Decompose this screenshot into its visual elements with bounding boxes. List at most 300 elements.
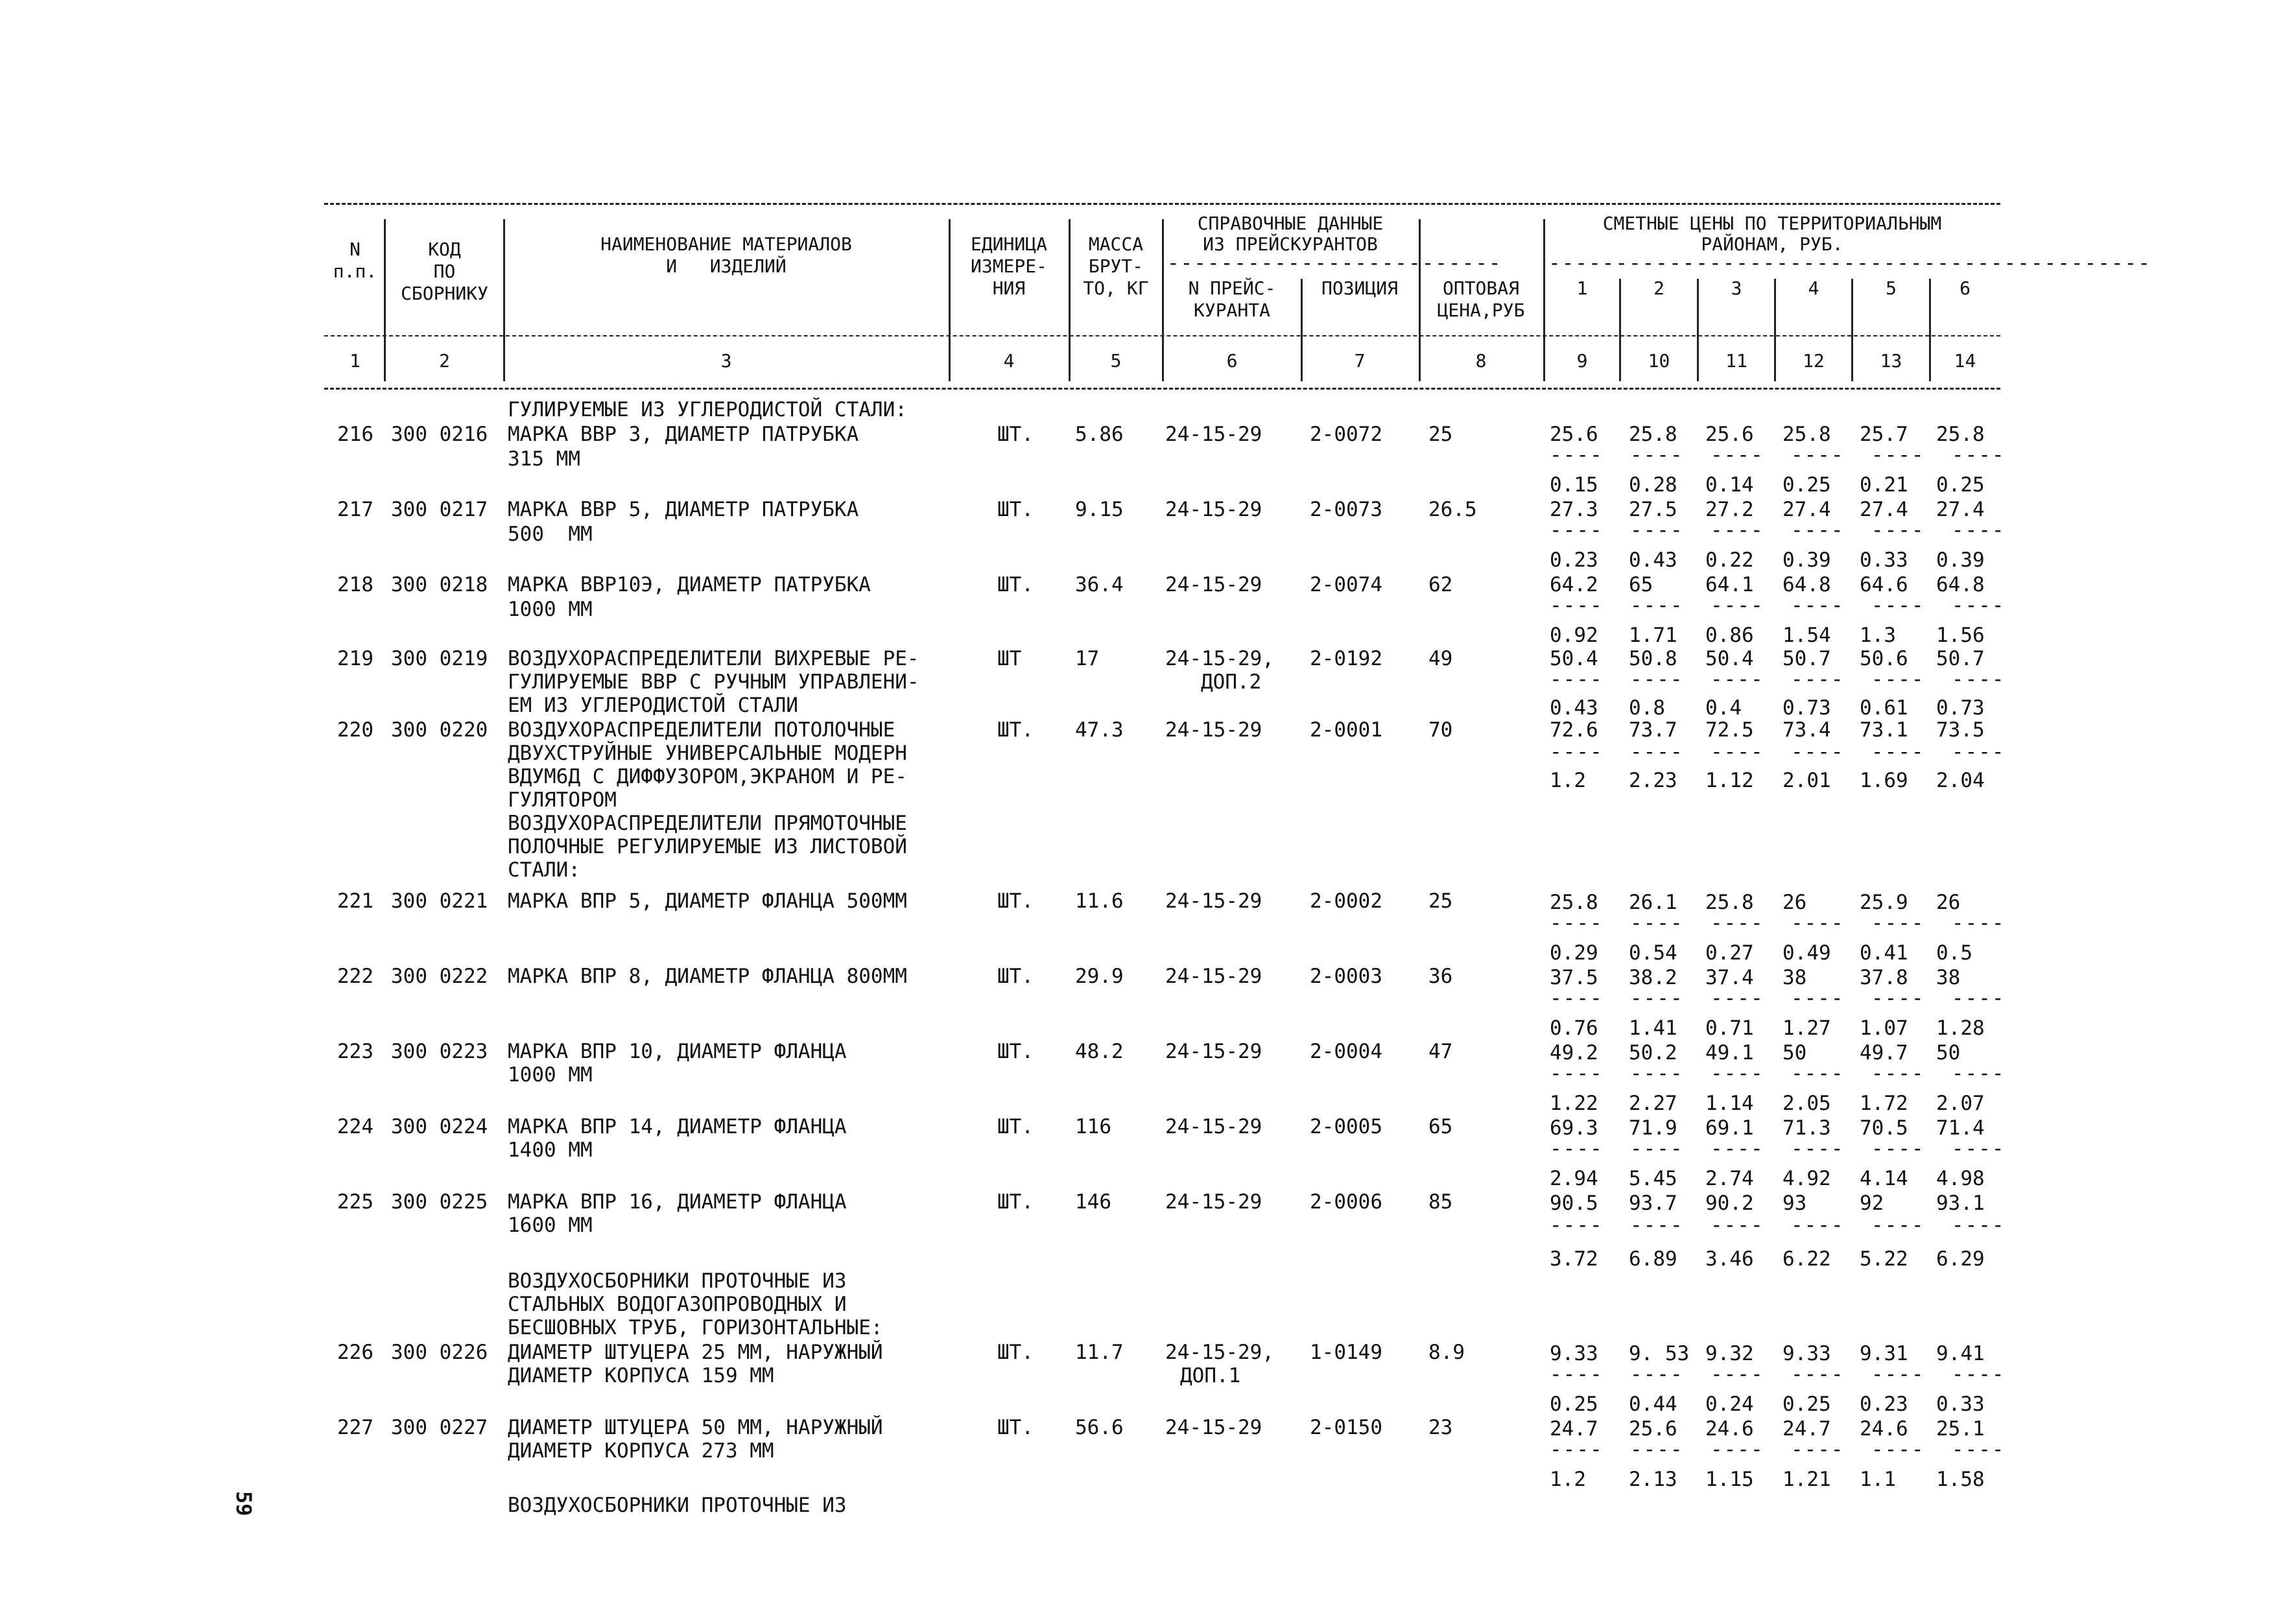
row-name-2: ДИАМЕТР КОРПУСА 273 ММ xyxy=(508,1439,774,1463)
row-name: ВОЗДУХОРАСПРЕДЕЛИТЕЛИ ПОТОЛОЧНЫЕ xyxy=(508,718,895,742)
row-unit: ШТ. xyxy=(997,889,1034,913)
row-price-list: 24-15-29 xyxy=(1165,1040,1262,1063)
row-code: 300 0226 xyxy=(391,1341,488,1364)
section-heading: ВОЗДУХОСБОРНИКИ ПРОТОЧНЫЕ ИЗ xyxy=(508,1269,847,1293)
colnum-14: 14 xyxy=(1954,350,1976,371)
price-r2: 71.9 xyxy=(1629,1116,1677,1140)
price-r5: 24.6 xyxy=(1860,1417,1908,1441)
row-unit: ШТ. xyxy=(997,1040,1034,1063)
price-r2: 50.8 xyxy=(1629,647,1677,670)
row-name: ДИАМЕТР ШТУЦЕРА 50 ММ, НАРУЖНЫЙ xyxy=(508,1416,883,1439)
sub-r5: 1.69 xyxy=(1860,769,1908,792)
row-price-list: 24-15-29 xyxy=(1165,1115,1262,1138)
price-r3: 27.2 xyxy=(1705,498,1754,521)
header-price-group: СМЕТНЫЕ ЦЕНЫ ПО ТЕРРИТОРИАЛЬНЫМ xyxy=(1602,213,1942,234)
section-heading-3: БЕСШОВНЫХ ТРУБ, ГОРИЗОНТАЛЬНЫЕ: xyxy=(508,1316,883,1339)
price-r5: 9.31 xyxy=(1860,1342,1908,1365)
row-name: МАРКА ВПР 8, ДИАМЕТР ФЛАНЦА 800ММ xyxy=(508,965,907,988)
row-position: 2-0003 xyxy=(1310,965,1382,988)
row-name-2: 1000 ММ xyxy=(508,598,593,621)
sub-r4: 4.92 xyxy=(1782,1167,1831,1190)
row-price-list: 24-15-29 xyxy=(1165,498,1262,521)
sub-r2: 0.43 xyxy=(1629,548,1677,572)
sub-r1: 2.94 xyxy=(1550,1167,1598,1190)
sub-r6: 1.56 xyxy=(1936,624,1985,647)
sub-r3: 0.24 xyxy=(1705,1393,1754,1416)
row-name: МАРКА ВПР 10, ДИАМЕТР ФЛАНЦА xyxy=(508,1040,847,1063)
sub-r5: 5.22 xyxy=(1860,1247,1908,1271)
price-r4: 27.4 xyxy=(1782,498,1831,521)
row-price-list: 24-15-29 xyxy=(1165,889,1262,913)
price-r4: 38 xyxy=(1782,966,1807,989)
row-mass: 29.9 xyxy=(1075,965,1124,988)
price-r4: 24.7 xyxy=(1782,1417,1831,1441)
colnum-8: 8 xyxy=(1475,350,1487,371)
sub-r3: 1.12 xyxy=(1705,769,1754,792)
price-r6: 25.8 xyxy=(1936,423,1985,446)
colnum-1: 1 xyxy=(349,350,361,371)
colnum-12: 12 xyxy=(1803,350,1825,371)
price-r4: 50 xyxy=(1782,1041,1807,1065)
row-mass: 9.15 xyxy=(1075,498,1124,521)
header-col-mass-2: БРУТ- xyxy=(1088,255,1144,277)
header-region-3: 3 xyxy=(1731,277,1742,299)
price-r1: 25.6 xyxy=(1550,423,1598,446)
row-wholesale: 26.5 xyxy=(1428,498,1477,521)
row-number: 225 xyxy=(337,1190,373,1214)
row-unit: ШТ. xyxy=(997,498,1034,521)
row-name-4: ГУЛЯТОРОМ xyxy=(508,788,617,812)
row-number: 221 xyxy=(337,889,373,913)
row-name-2: 500 ММ xyxy=(508,523,593,546)
row-wholesale: 85 xyxy=(1428,1190,1453,1214)
row-wholesale: 23 xyxy=(1428,1416,1453,1439)
sub-r3: 0.71 xyxy=(1705,1017,1754,1040)
row-name: МАРКА ВПР 14, ДИАМЕТР ФЛАНЦА xyxy=(508,1115,847,1138)
header-col-position: ПОЗИЦИЯ xyxy=(1321,277,1398,299)
price-r1: 25.8 xyxy=(1550,891,1598,914)
row-code: 300 0225 xyxy=(391,1190,488,1214)
sub-r2: 2.13 xyxy=(1629,1468,1677,1491)
sub-r4: 1.54 xyxy=(1782,624,1831,647)
row-name: МАРКА ВПР 16, ДИАМЕТР ФЛАНЦА xyxy=(508,1190,847,1214)
row-name: ДИАМЕТР ШТУЦЕРА 25 ММ, НАРУЖНЫЙ xyxy=(508,1341,883,1364)
row-mass: 56.6 xyxy=(1075,1416,1124,1439)
sub-r5: 0.41 xyxy=(1860,941,1908,965)
price-r4: 9.33 xyxy=(1782,1342,1831,1365)
row-wholesale: 70 xyxy=(1428,718,1453,742)
sub-r6: 0.73 xyxy=(1936,696,1985,720)
row-mass: 48.2 xyxy=(1075,1040,1124,1063)
sub-r5: 4.14 xyxy=(1860,1167,1908,1190)
price-r6: 93.1 xyxy=(1936,1192,1985,1215)
sub-r3: 1.15 xyxy=(1705,1468,1754,1491)
colnum-7: 7 xyxy=(1354,350,1366,371)
row-mass: 116 xyxy=(1075,1115,1111,1138)
sub-r6: 1.28 xyxy=(1936,1017,1985,1040)
header-col-code-2: ПО xyxy=(433,261,456,282)
price-r5: 73.1 xyxy=(1860,718,1908,742)
row-position: 2-0006 xyxy=(1310,1190,1382,1214)
sub-r4: 2.01 xyxy=(1782,769,1831,792)
price-r3: 64.1 xyxy=(1705,573,1754,596)
sub-r2: 0.54 xyxy=(1629,941,1677,965)
row-name: МАРКА ВВР 3, ДИАМЕТР ПАТРУБКА xyxy=(508,423,859,446)
sub-r4: 1.27 xyxy=(1782,1017,1831,1040)
header-col-wholesale-2: ЦЕНА,РУБ xyxy=(1437,300,1525,321)
row-price-list: 24-15-29, xyxy=(1165,647,1274,670)
sub-r1: 0.43 xyxy=(1550,696,1598,720)
row-unit: ШТ. xyxy=(997,1416,1034,1439)
price-r5: 37.8 xyxy=(1860,966,1908,989)
sub-r3: 0.14 xyxy=(1705,473,1754,497)
row-mass: 11.7 xyxy=(1075,1341,1124,1364)
price-r3: 49.1 xyxy=(1705,1041,1754,1065)
row-price-list: 24-15-29 xyxy=(1165,965,1262,988)
price-r5: 25.9 xyxy=(1860,891,1908,914)
header-col-name-2: И ИЗДЕЛИЙ xyxy=(666,255,787,277)
header-col-price-list-2: КУРАНТА xyxy=(1193,300,1270,321)
price-r4: 64.8 xyxy=(1782,573,1831,596)
sub-r3: 2.74 xyxy=(1705,1167,1754,1190)
sub-r5: 0.21 xyxy=(1860,473,1908,497)
row-code: 300 0216 xyxy=(391,423,488,446)
row-name-3: ЕМ ИЗ УГЛЕРОДИСТОЙ СТАЛИ xyxy=(508,694,798,717)
row-code: 300 0218 xyxy=(391,573,488,596)
header-col-code-3: СБОРНИКУ xyxy=(401,283,488,304)
price-r2: 38.2 xyxy=(1629,966,1677,989)
row-position: 2-0072 xyxy=(1310,423,1382,446)
row-position: 2-0074 xyxy=(1310,573,1382,596)
row-code: 300 0221 xyxy=(391,889,488,913)
row-wholesale: 62 xyxy=(1428,573,1453,596)
price-r2: 93.7 xyxy=(1629,1192,1677,1215)
row-name-3: ВДУМ6Д С ДИФФУЗОРОМ,ЭКРАНОМ И РЕ- xyxy=(508,765,907,788)
row-number: 223 xyxy=(337,1040,373,1063)
price-r6: 9.41 xyxy=(1936,1342,1985,1365)
sub-r2: 1.71 xyxy=(1629,624,1677,647)
price-r5: 64.6 xyxy=(1860,573,1908,596)
header-col-mass-3: ТО, КГ xyxy=(1083,277,1149,299)
price-r1: 37.5 xyxy=(1550,966,1598,989)
sub-r6: 2.04 xyxy=(1936,769,1985,792)
header-col-unit: ЕДИНИЦА xyxy=(970,233,1047,255)
sub-r5: 0.23 xyxy=(1860,1393,1908,1416)
row-unit: ШТ. xyxy=(997,423,1034,446)
sub-r5: 1.07 xyxy=(1860,1017,1908,1040)
header-region-4: 4 xyxy=(1808,277,1819,299)
sub-r2: 5.45 xyxy=(1629,1167,1677,1190)
row-wholesale: 8.9 xyxy=(1428,1341,1465,1364)
sub-r1: 0.15 xyxy=(1550,473,1598,497)
row-position: 2-0150 xyxy=(1310,1416,1382,1439)
sub-r3: 3.46 xyxy=(1705,1247,1754,1271)
price-r1: 9.33 xyxy=(1550,1342,1598,1365)
row-wholesale: 25 xyxy=(1428,889,1453,913)
price-r2: 25.6 xyxy=(1629,1417,1677,1441)
header-ref-group-2: ИЗ ПРЕЙСКУРАНТОВ xyxy=(1203,233,1378,255)
price-r3: 25.8 xyxy=(1705,891,1754,914)
price-r4: 50.7 xyxy=(1782,647,1831,670)
price-r1: 49.2 xyxy=(1550,1041,1598,1065)
sub-r6: 1.58 xyxy=(1936,1468,1985,1491)
sub-r3: 0.22 xyxy=(1705,548,1754,572)
price-r5: 49.7 xyxy=(1860,1041,1908,1065)
price-r1: 69.3 xyxy=(1550,1116,1598,1140)
sub-r4: 0.39 xyxy=(1782,548,1831,572)
price-r3: 9.32 xyxy=(1705,1342,1754,1365)
price-r3: 50.4 xyxy=(1705,647,1754,670)
price-r1: 24.7 xyxy=(1550,1417,1598,1441)
sub-r4: 6.22 xyxy=(1782,1247,1831,1271)
header-region-2: 2 xyxy=(1653,277,1664,299)
sub-r3: 1.14 xyxy=(1705,1092,1754,1115)
row-code: 300 0227 xyxy=(391,1416,488,1439)
row-number: 227 xyxy=(337,1416,373,1439)
sub-r1: 1.2 xyxy=(1550,1468,1586,1491)
sub-r2: 2.27 xyxy=(1629,1092,1677,1115)
sub-r3: 0.86 xyxy=(1705,624,1754,647)
row-mass: 146 xyxy=(1075,1190,1111,1214)
sub-r1: 0.23 xyxy=(1550,548,1598,572)
row-unit: ШТ. xyxy=(997,718,1034,742)
price-r6: 26 xyxy=(1936,891,1961,914)
row-price-list: 24-15-29 xyxy=(1165,573,1262,596)
price-r2: 9. 53 xyxy=(1629,1342,1690,1365)
sub-r6: 4.98 xyxy=(1936,1167,1985,1190)
colnum-13: 13 xyxy=(1880,350,1902,371)
header-region-5: 5 xyxy=(1886,277,1897,299)
colnum-4: 4 xyxy=(1003,350,1015,371)
row-name-2: ДВУХСТРУЙНЫЕ УНИВЕРСАЛЬНЫЕ МОДЕРН xyxy=(508,742,907,765)
price-r5: 50.6 xyxy=(1860,647,1908,670)
price-r2: 65 xyxy=(1629,573,1653,596)
header-region-6: 6 xyxy=(1959,277,1971,299)
row-price-list: 24-15-29 xyxy=(1165,1416,1262,1439)
sub-r6: 6.29 xyxy=(1936,1247,1985,1271)
row-name: МАРКА ВПР 5, ДИАМЕТР ФЛАНЦА 500ММ xyxy=(508,889,907,913)
row-number: 226 xyxy=(337,1341,373,1364)
colnum-9: 9 xyxy=(1576,350,1588,371)
price-r3: 90.2 xyxy=(1705,1192,1754,1215)
sub-r5: 0.33 xyxy=(1860,548,1908,572)
price-r2: 73.7 xyxy=(1629,718,1677,742)
price-r4: 25.8 xyxy=(1782,423,1831,446)
colnum-10: 10 xyxy=(1648,350,1670,371)
row-name: МАРКА ВВР10Э, ДИАМЕТР ПАТРУБКА xyxy=(508,573,871,596)
row-code: 300 0224 xyxy=(391,1115,488,1138)
price-r6: 25.1 xyxy=(1936,1417,1985,1441)
row-number: 217 xyxy=(337,498,373,521)
header-col-n: N xyxy=(349,239,361,260)
sub-r4: 0.73 xyxy=(1782,696,1831,720)
price-r6: 38 xyxy=(1936,966,1961,989)
sub-r1: 0.29 xyxy=(1550,941,1598,965)
sub-r2: 1.41 xyxy=(1629,1017,1677,1040)
price-r5: 70.5 xyxy=(1860,1116,1908,1140)
row-number: 216 xyxy=(337,423,373,446)
row-code: 300 0219 xyxy=(391,647,488,670)
price-r4: 26 xyxy=(1782,891,1807,914)
sub-r4: 1.21 xyxy=(1782,1468,1831,1491)
price-r4: 71.3 xyxy=(1782,1116,1831,1140)
row-name: МАРКА ВВР 5, ДИАМЕТР ПАТРУБКА xyxy=(508,498,859,521)
price-r3: 25.6 xyxy=(1705,423,1754,446)
header-col-unit-3: НИЯ xyxy=(992,277,1026,299)
sub-r4: 2.05 xyxy=(1782,1092,1831,1115)
row-wholesale: 25 xyxy=(1428,423,1453,446)
price-r2: 25.8 xyxy=(1629,423,1677,446)
price-r2: 26.1 xyxy=(1629,891,1677,914)
price-r1: 50.4 xyxy=(1550,647,1598,670)
price-r6: 27.4 xyxy=(1936,498,1985,521)
row-unit: ШТ. xyxy=(997,1115,1034,1138)
header-col-price-list: N ПРЕЙС- xyxy=(1188,277,1276,299)
header-col-wholesale: ОПТОВАЯ xyxy=(1442,277,1519,299)
colnum-11: 11 xyxy=(1725,350,1747,371)
row-name-2: ГУЛИРУЕМЫЕ ВВР С РУЧНЫМ УПРАВЛЕНИ- xyxy=(508,670,919,694)
row-position: 2-0073 xyxy=(1310,498,1382,521)
price-r4: 93 xyxy=(1782,1192,1807,1215)
row-position: 1-0149 xyxy=(1310,1341,1382,1364)
row-number: 218 xyxy=(337,573,373,596)
sub-r3: 0.27 xyxy=(1705,941,1754,965)
sub-r5: 1.72 xyxy=(1860,1092,1908,1115)
sub-r4: 0.25 xyxy=(1782,473,1831,497)
price-r1: 27.3 xyxy=(1550,498,1598,521)
price-r3: 69.1 xyxy=(1705,1116,1754,1140)
row-position: 2-0192 xyxy=(1310,647,1382,670)
sub-r2: 0.44 xyxy=(1629,1393,1677,1416)
section-heading: ГУЛИРУЕМЫЕ ИЗ УГЛЕРОДИСТОЙ СТАЛИ: xyxy=(508,398,907,421)
row-unit: ШТ. xyxy=(997,1341,1034,1364)
price-r3: 72.5 xyxy=(1705,718,1754,742)
row-name-2: ДИАМЕТР КОРПУСА 159 ММ xyxy=(508,1364,774,1387)
row-number: 219 xyxy=(337,647,373,670)
price-r1: 90.5 xyxy=(1550,1192,1598,1215)
row-number: 220 xyxy=(337,718,373,742)
sub-r6: 0.39 xyxy=(1936,548,1985,572)
row-price-list-2: ДОП.1 xyxy=(1180,1364,1241,1387)
sub-r6: 2.07 xyxy=(1936,1092,1985,1115)
row-price-list: 24-15-29, xyxy=(1165,1341,1274,1364)
sub-r5: 0.61 xyxy=(1860,696,1908,720)
price-r6: 73.5 xyxy=(1936,718,1985,742)
price-r5: 92 xyxy=(1860,1192,1884,1215)
section-heading-2: ПОЛОЧНЫЕ РЕГУЛИРУЕМЫЕ ИЗ ЛИСТОВОЙ xyxy=(508,835,907,858)
row-mass: 5.86 xyxy=(1075,423,1124,446)
sub-r4: 0.25 xyxy=(1782,1393,1831,1416)
row-position: 2-0002 xyxy=(1310,889,1382,913)
row-name-2: 1600 ММ xyxy=(508,1214,593,1237)
sub-r1: 1.2 xyxy=(1550,769,1586,792)
sub-r5: 1.3 xyxy=(1860,624,1896,647)
sub-r1: 0.76 xyxy=(1550,1017,1598,1040)
colnum-5: 5 xyxy=(1110,350,1122,371)
sub-r5: 1.1 xyxy=(1860,1468,1896,1491)
row-number: 224 xyxy=(337,1115,373,1138)
row-unit: ШТ. xyxy=(997,1190,1034,1214)
colnum-6: 6 xyxy=(1226,350,1238,371)
row-name: ВОЗДУХОРАСПРЕДЕЛИТЕЛИ ВИХРЕВЫЕ РЕ- xyxy=(508,647,919,670)
sub-r4: 0.49 xyxy=(1782,941,1831,965)
sub-r2: 6.89 xyxy=(1629,1247,1677,1271)
header-col-mass: МАССА xyxy=(1088,233,1144,255)
price-r6: 64.8 xyxy=(1936,573,1985,596)
row-mass: 17 xyxy=(1075,647,1100,670)
header-col-name: НАИМЕНОВАНИЕ МАТЕРИАЛОВ xyxy=(600,233,852,255)
header-col-code: КОД xyxy=(428,239,461,260)
header-price-group-2: РАЙОНАМ, РУБ. xyxy=(1701,233,1843,255)
sub-r6: 0.25 xyxy=(1936,473,1985,497)
row-code: 300 0220 xyxy=(391,718,488,742)
price-r6: 50 xyxy=(1936,1041,1961,1065)
row-price-list: 24-15-29 xyxy=(1165,423,1262,446)
header-ref-group: СПРАВОЧНЫЕ ДАННЫЕ xyxy=(1197,213,1384,234)
sub-r1: 1.22 xyxy=(1550,1092,1598,1115)
sub-r6: 0.5 xyxy=(1936,941,1972,965)
sub-r2: 2.23 xyxy=(1629,769,1677,792)
header-col-unit-2: ИЗМЕРЕ- xyxy=(970,255,1047,277)
row-wholesale: 65 xyxy=(1428,1115,1453,1138)
colnum-2: 2 xyxy=(439,350,450,371)
row-mass: 11.6 xyxy=(1075,889,1124,913)
sub-r3: 0.4 xyxy=(1705,696,1742,720)
price-r5: 25.7 xyxy=(1860,423,1908,446)
row-position: 2-0005 xyxy=(1310,1115,1382,1138)
row-name-2: 1000 ММ xyxy=(508,1063,593,1087)
row-unit: ШТ. xyxy=(997,965,1034,988)
sub-r1: 3.72 xyxy=(1550,1247,1598,1271)
price-r1: 64.2 xyxy=(1550,573,1598,596)
price-r2: 50.2 xyxy=(1629,1041,1677,1065)
price-r6: 50.7 xyxy=(1936,647,1985,670)
price-r4: 73.4 xyxy=(1782,718,1831,742)
row-number: 222 xyxy=(337,965,373,988)
row-price-list: 24-15-29 xyxy=(1165,1190,1262,1214)
header-region-1: 1 xyxy=(1576,277,1588,299)
colnum-3: 3 xyxy=(720,350,732,371)
row-mass: 47.3 xyxy=(1075,718,1124,742)
row-price-list-2: ДОП.2 xyxy=(1201,670,1262,694)
price-r1: 72.6 xyxy=(1550,718,1598,742)
row-position: 2-0001 xyxy=(1310,718,1382,742)
row-wholesale: 47 xyxy=(1428,1040,1453,1063)
row-code: 300 0217 xyxy=(391,498,488,521)
price-r5: 27.4 xyxy=(1860,498,1908,521)
sub-r6: 0.33 xyxy=(1936,1393,1985,1416)
section-heading-2: СТАЛЬНЫХ ВОДОГАЗОПРОВОДНЫХ И xyxy=(508,1293,847,1316)
sub-r1: 0.25 xyxy=(1550,1393,1598,1416)
row-code: 300 0223 xyxy=(391,1040,488,1063)
row-code: 300 0222 xyxy=(391,965,488,988)
row-unit: ШТ xyxy=(997,647,1022,670)
row-mass: 36.4 xyxy=(1075,573,1124,596)
sub-r1: 0.92 xyxy=(1550,624,1598,647)
row-price-list: 24-15-29 xyxy=(1165,718,1262,742)
section-heading-3: СТАЛИ: xyxy=(508,858,580,882)
section-heading: ВОЗДУХОРАСПРЕДЕЛИТЕЛИ ПРЯМОТОЧНЫЕ xyxy=(508,812,907,835)
row-position: 2-0004 xyxy=(1310,1040,1382,1063)
row-unit: ШТ. xyxy=(997,573,1034,596)
section-heading: ВОЗДУХОСБОРНИКИ ПРОТОЧНЫЕ ИЗ xyxy=(508,1494,847,1517)
page-number: 59 xyxy=(231,1491,256,1516)
sub-r2: 0.28 xyxy=(1629,473,1677,497)
price-r6: 71.4 xyxy=(1936,1116,1985,1140)
row-name-2: 1400 ММ xyxy=(508,1138,593,1162)
row-wholesale: 36 xyxy=(1428,965,1453,988)
price-r2: 27.5 xyxy=(1629,498,1677,521)
